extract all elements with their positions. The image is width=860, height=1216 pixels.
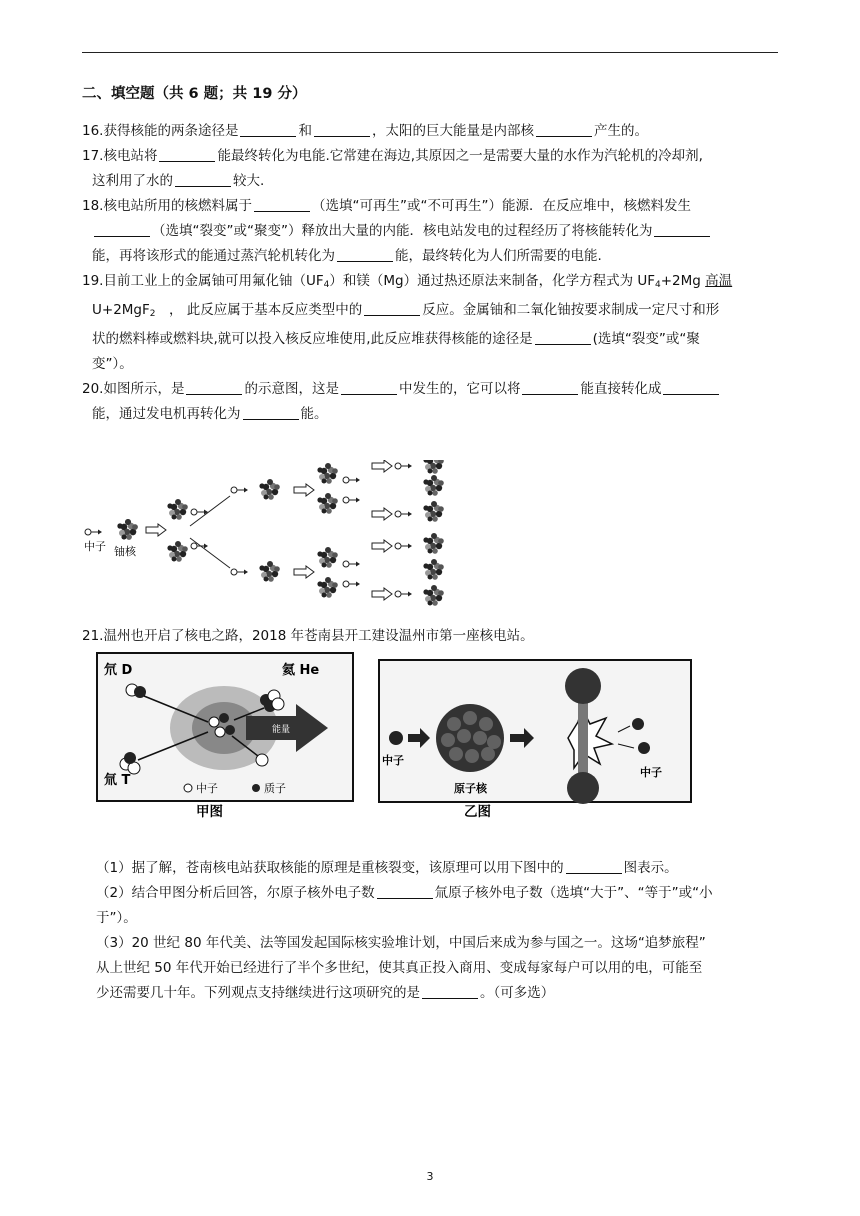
page-number: 3 bbox=[426, 1170, 434, 1183]
neutron-out-label: 中子 bbox=[640, 766, 662, 779]
incoming-neutron-icon bbox=[85, 529, 102, 535]
subquestion-1: （1）据了解，苍南核电站获取核能的原理是重核裂变，该原理可以用下图中的 图表示。 bbox=[96, 860, 678, 876]
question-17: 17.核电站将 能最终转化为电能.它常建在海边,其原因之一是需要大量的水作为汽轮机的冷却剂, 这利用了水的 较大. bbox=[82, 148, 703, 189]
question-20: 20.如图所示，是 的示意图，这是 中发生的，它可以将 能直接转化成 能，通过发电机再转化为 能。 bbox=[82, 377, 782, 427]
header-rule bbox=[82, 52, 778, 53]
energy-label: 能量 bbox=[272, 725, 291, 735]
answer-blank[interactable] bbox=[337, 247, 393, 262]
question-18: 18.核电站所用的核燃料属于 （选填“可再生”或“不可再生”）能源．在反应堆中，核燃料发生 （选填“裂变”或“聚变”）释放出大量的内能．核电站发电的过程经历了将核能转化为 能，再将该形式的能通过蒸汽轮机转化为 能，最终转化为人们所需要的电能. bbox=[82, 194, 782, 269]
proton-legend: 质子 bbox=[264, 782, 286, 795]
figure-a-caption: 甲图 bbox=[196, 804, 223, 820]
answer-blank[interactable] bbox=[566, 859, 622, 874]
answer-blank[interactable] bbox=[536, 122, 592, 137]
answer-blank[interactable] bbox=[422, 984, 478, 999]
figure-b-fission bbox=[378, 652, 692, 820]
neutron-legend: 中子 bbox=[196, 782, 218, 795]
answer-blank[interactable] bbox=[314, 122, 370, 137]
answer-blank[interactable] bbox=[159, 147, 215, 162]
answer-blank[interactable] bbox=[535, 330, 591, 345]
figure-b-caption: 乙图 bbox=[464, 804, 491, 820]
nucleus-label: 铀核 bbox=[114, 545, 136, 558]
answer-blank[interactable] bbox=[240, 122, 296, 137]
answer-blank[interactable] bbox=[654, 222, 710, 237]
answer-blank[interactable] bbox=[175, 172, 231, 187]
nucleus-label: 原子核 bbox=[454, 782, 487, 795]
answer-blank[interactable] bbox=[663, 380, 719, 395]
answer-blank[interactable] bbox=[186, 380, 242, 395]
subquestion-3: （3）20 世纪 80 年代美、法等国发起国际核实验堆计划，中国后来成为参与国之一。这场“追梦旅程” 从上世纪 50 年代开始已经进行了半个多世纪，使其真正投入商用、变成每家每户可以用的电，可能至 少还需要几十年。下列观点支持继续进行这项研究的是 。（可多选） bbox=[96, 935, 706, 1001]
helium-label: 氦 He bbox=[282, 663, 320, 678]
question-19: 19.目前工业上的金属铀可用氟化铀（UF4）和镁（Mg）通过热还原法来制备，化学方程式为 UF4+2Mg 高温 U+2MgF2 ， 此反应属于基本反应类型中的 反应。金属铀和二氧化铀按要求制成一定尺寸和形 状的燃料棒或燃料块,就可以投入核反应堆使用,此反应堆获得核能的途径是 (选填“裂变”或“聚 变”）。 bbox=[82, 273, 733, 372]
answer-blank[interactable] bbox=[94, 222, 150, 237]
question-16: 16.获得核能的两条途径是 和 ，太阳的巨大能量是内部核 产生的。 bbox=[82, 123, 648, 139]
question-21-subparts bbox=[92, 856, 782, 1006]
tritium-label: 氚 T bbox=[104, 773, 131, 788]
answer-blank[interactable] bbox=[364, 301, 420, 316]
figure-a-fusion bbox=[96, 652, 354, 820]
neutron-label: 中子 bbox=[84, 540, 106, 553]
fission-chain-diagram bbox=[82, 460, 452, 620]
uranium-nucleus-icon bbox=[117, 519, 137, 540]
answer-blank[interactable] bbox=[377, 884, 433, 899]
answer-blank[interactable] bbox=[243, 405, 299, 420]
neutron-in-label: 中子 bbox=[382, 754, 404, 767]
deuterium-label: 氘 D bbox=[104, 663, 133, 678]
question-21: 21.温州也开启了核电之路，2018 年苍南县开工建设温州市第一座核电站。 bbox=[82, 628, 534, 644]
answer-blank[interactable] bbox=[522, 380, 578, 395]
fill-in-section bbox=[82, 82, 782, 427]
answer-blank[interactable] bbox=[254, 197, 310, 212]
subquestion-2: （2）结合甲图分析后回答，尔原子核外电子数 氚原子核外电子数（选填“大于”、“等于”或“小 于”）。 bbox=[96, 885, 713, 926]
answer-blank[interactable] bbox=[341, 380, 397, 395]
section-title: 二、填空题（共 6 题；共 19 分） bbox=[82, 86, 307, 102]
